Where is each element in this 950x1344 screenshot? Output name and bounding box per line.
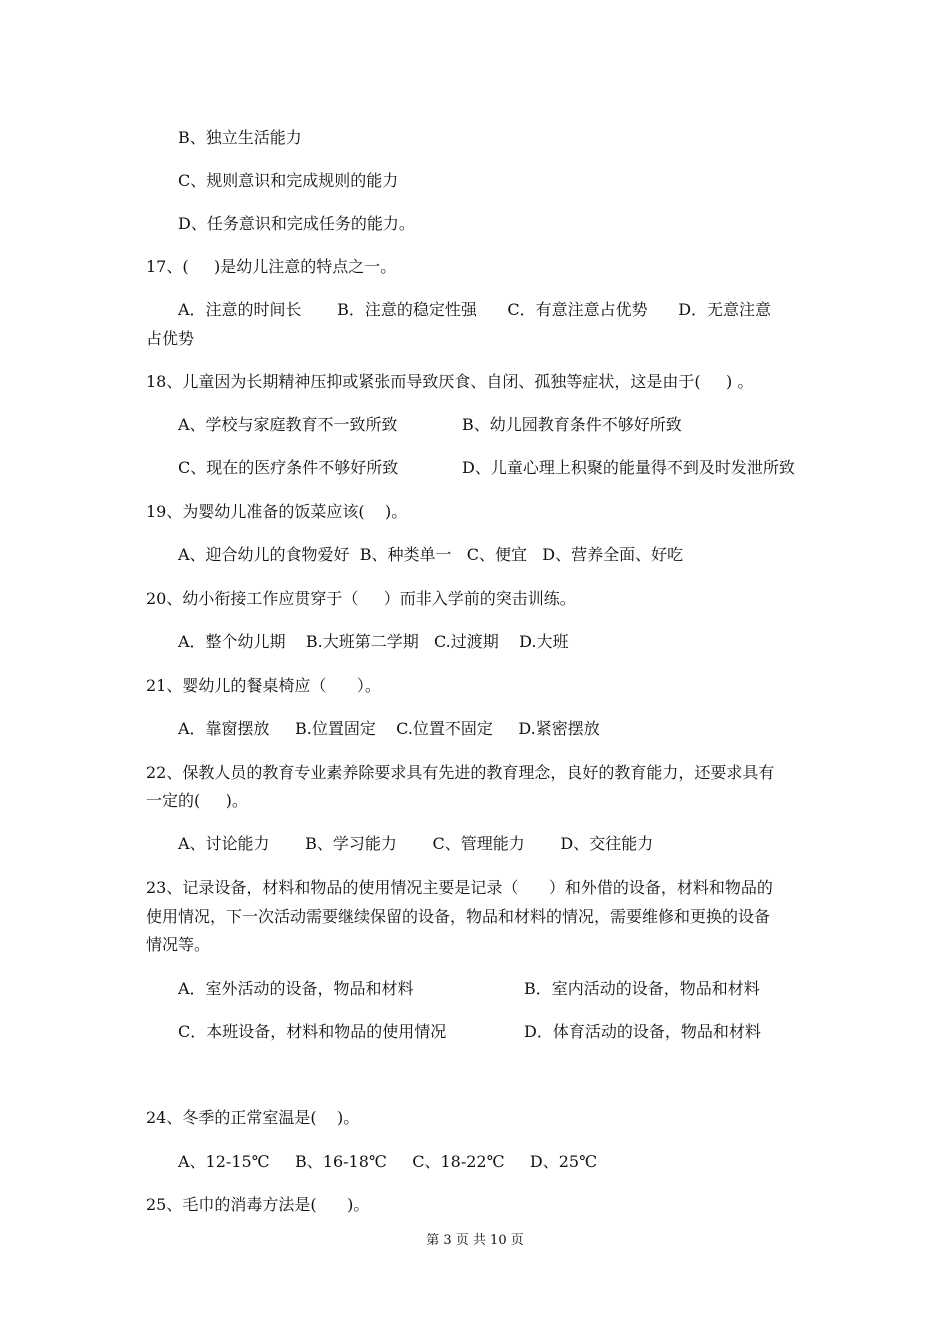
options-24: A、12-15℃ B、16-18℃ C、18-22℃ D、25℃ [178,1152,598,1171]
question-20: 20、幼小衔接工作应贯穿于（ ）而非入学前的突击训练。 [146,589,576,608]
options-20: A．整个幼儿期 B.大班第二学期 C.过渡期 D.大班 [178,632,569,651]
option-18a: A、学校与家庭教育不一致所致 [178,415,398,434]
question-23-line2: 使用情况，下一次活动需要继续保留的设备，物品和材料的情况，需要维修和更换的设备 [146,907,771,926]
options-19: A、迎合幼儿的食物爱好 B、种类单一 C、便宜 D、营养全面、好吃 [178,545,684,564]
options-17: A．注意的时间长 B．注意的稳定性强 C．有意注意占优势 D．无意注意 [178,300,772,319]
question-17: 17、( )是幼儿注意的特点之一。 [146,257,397,276]
question-23-line3: 情况等。 [146,935,211,954]
option-18c: C、现在的医疗条件不够好所致 [178,458,399,477]
page-footer: 第 3 页 共 10 页 [426,1233,524,1248]
options-17-continued: 占优势 [146,329,195,348]
question-22-line1: 22、保教人员的教育专业素养除要求具有先进的教育理念，良好的教育能力，还要求具有 [146,763,775,782]
option-23d: D．体育活动的设备，物品和材料 [524,1022,761,1041]
option-16c: C、规则意识和完成规则的能力 [178,171,399,190]
option-16d: D、任务意识和完成任务的能力。 [178,214,415,233]
option-23c: C．本班设备，材料和物品的使用情况 [178,1022,447,1041]
option-23a: A．室外活动的设备，物品和材料 [178,979,414,998]
question-24: 24、冬季的正常室温是( )。 [146,1108,360,1127]
question-22-line2: 一定的( )。 [146,791,248,810]
question-18: 18、儿童因为长期精神压抑或紧张而导致厌食、自闭、孤独等症状，这是由于( ) 。 [146,372,754,391]
options-21: A．靠窗摆放 B.位置固定 C.位置不固定 D.紧密摆放 [178,719,600,738]
question-21: 21、婴幼儿的餐桌椅应（ ）。 [146,676,381,695]
option-16b: B、独立生活能力 [178,128,302,147]
option-18b: B、幼儿园教育条件不够好所致 [462,415,682,434]
options-22: A、讨论能力 B、学习能力 C、管理能力 D、交往能力 [178,834,654,853]
question-25: 25、毛巾的消毒方法是( )。 [146,1195,370,1214]
question-23-line1: 23、记录设备，材料和物品的使用情况主要是记录（ ）和外借的设备，材料和物品的 [146,878,773,897]
option-18d: D、儿童心理上积聚的能量得不到及时发泄所致 [462,458,795,477]
option-23b: B．室内活动的设备，物品和材料 [524,979,760,998]
question-19: 19、为婴幼儿准备的饭菜应该( )。 [146,502,408,521]
